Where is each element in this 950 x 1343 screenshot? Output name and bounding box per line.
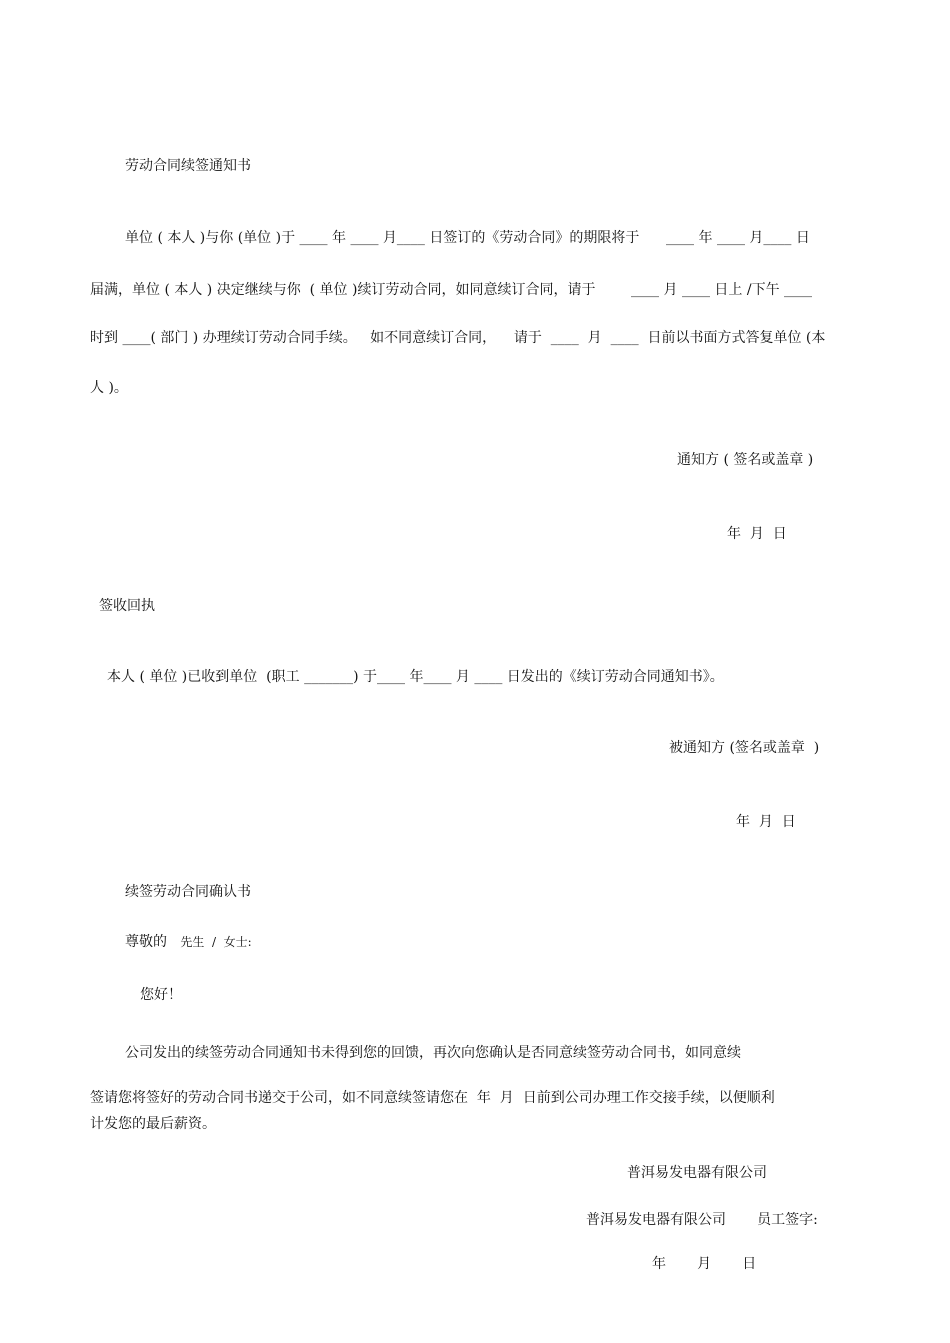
salutation-suffix: 先生 / 女士: [180, 935, 252, 949]
receipt-date: 年 月 日 [736, 814, 796, 830]
confirmation-title: 续签劳动合同确认书 [125, 884, 251, 900]
salutation [125, 932, 252, 952]
confirmation-date: 年 月 日 [652, 1256, 757, 1272]
notice-date: 年 月 日 [727, 526, 787, 542]
notice-title: 劳动合同续签通知书 [125, 158, 251, 174]
confirmation-paragraph-line: 签请您将签好的劳动合同书递交于公司，如不同意续签请您在 年 月 日前到公司办理工作交接手续，以便顺利 [90, 1090, 775, 1106]
company-sign-line [586, 1210, 818, 1230]
notice-paragraph-line: 人 )。 [90, 380, 128, 396]
receipt-title: 签收回执 [99, 598, 155, 614]
notice-signer: 通知方 ( 签名或盖章 ) [677, 452, 814, 468]
company-name-second: 普洱易发电器有限公司 [586, 1212, 726, 1228]
employee-signature-label: 员工签字: [757, 1212, 818, 1228]
salutation-prefix: 尊敬的 [125, 934, 167, 950]
notice-paragraph-line: 时到 ____( 部门 ) 办理续订劳动合同手续。 如不同意续订合同， 请于 ____ 月 ____ 日前以书面方式答复单位 (本 [90, 330, 826, 346]
notice-paragraph-line: 单位 ( 本人 )与你 (单位 )于 ____ 年 ____ 月____ 日签订的《劳动合同》的期限将于 ____ 年 ____ 月____ 日 [125, 230, 810, 246]
receipt-signer: 被通知方 (签名或盖章 ) [669, 740, 820, 756]
receipt-paragraph: 本人 ( 单位 )已收到单位 (职工 _______) 于____ 年____ 月 ____ 日发出的《续订劳动合同通知书》。 [107, 669, 724, 685]
greeting: 您好！ [140, 987, 182, 1003]
confirmation-paragraph-line: 计发您的最后薪资。 [90, 1116, 216, 1132]
company-name: 普洱易发电器有限公司 [627, 1165, 767, 1181]
notice-paragraph-line: 届满，单位 ( 本人 ) 决定继续与你 ( 单位 )续订劳动合同，如同意续订合同，请于 ____ 月 ____ 日上 /下午 ____ [90, 282, 813, 298]
confirmation-paragraph-line: 公司发出的续签劳动合同通知书未得到您的回馈，再次向您确认是否同意续签劳动合同书，如同意续 [125, 1045, 741, 1061]
